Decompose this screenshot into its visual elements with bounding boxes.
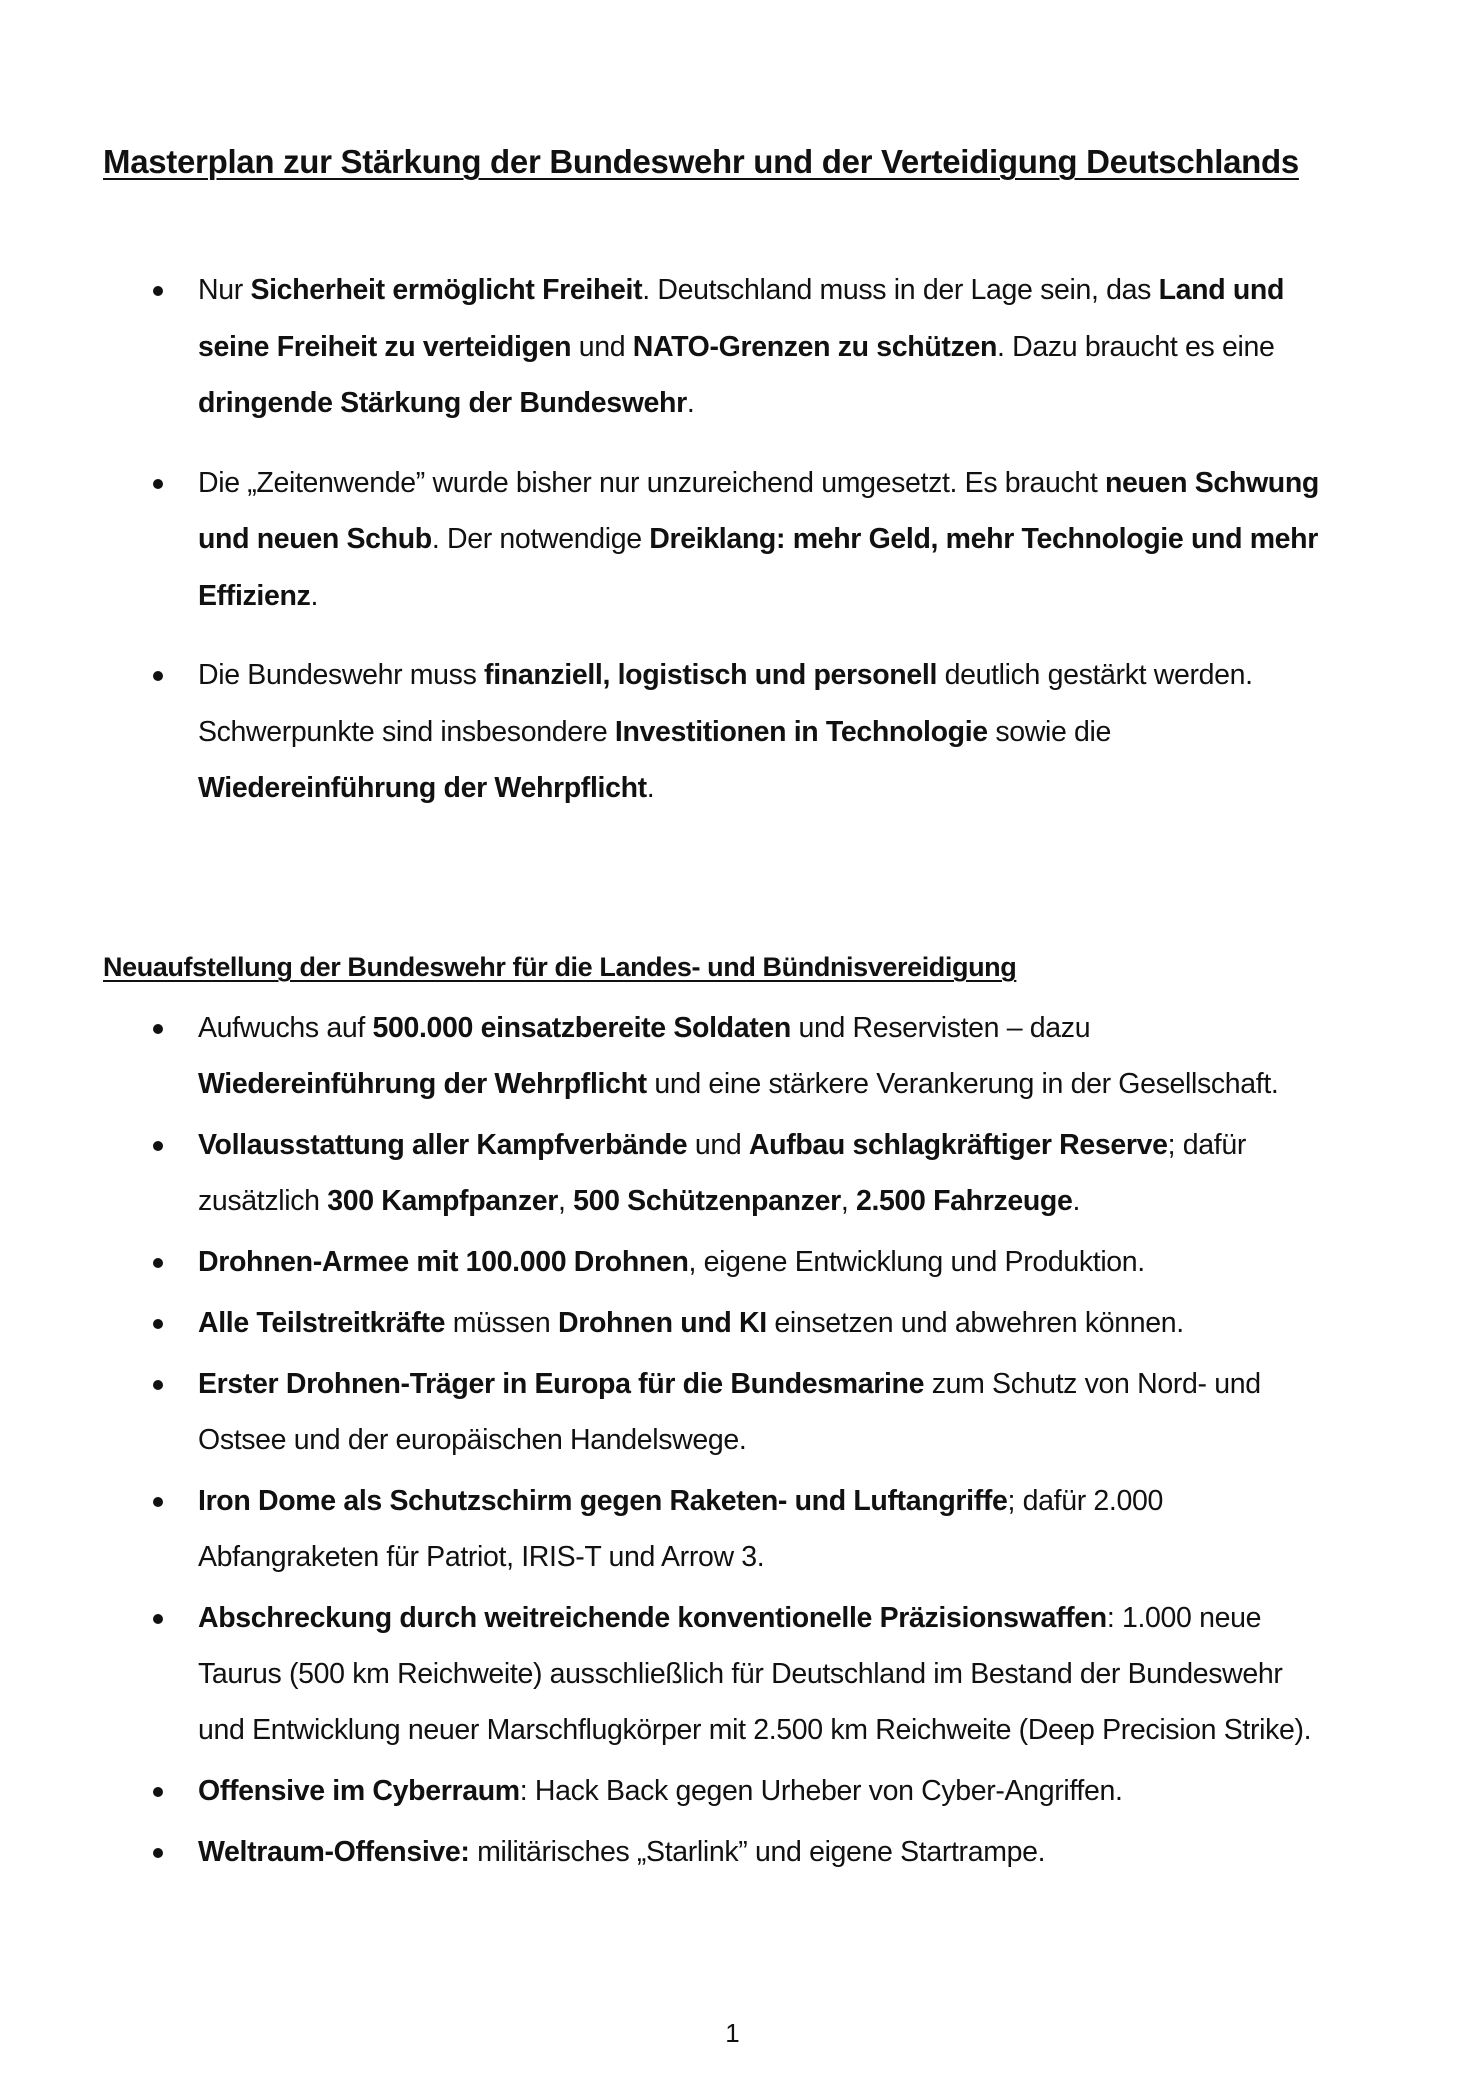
bullet-icon <box>153 1258 163 1268</box>
bold-text: Offensive im Cyberraum <box>198 1775 520 1807</box>
text: : 1.000 neue Taurus (500 km Reichweite) ausschließlich für Deutschland im Bestand der Bundeswehr und Entwicklung neuer Marschflugkörper mit 2.500 km Reichweite (Deep Precision Strike). <box>198 1602 1312 1746</box>
bullet-item <box>0 1295 1465 1351</box>
bullet-icon <box>153 1141 163 1151</box>
text: Aufwuchs auf <box>198 1012 373 1044</box>
text: und <box>571 330 633 363</box>
bold-text: 2.500 Fahrzeuge <box>855 1185 1073 1217</box>
bold-text: Sicherheit ermöglicht Freiheit <box>250 274 643 306</box>
bullet-icon <box>153 1319 163 1329</box>
text: zum Schutz von Nord- und Ostsee und der europäischen Handelswege. <box>198 1368 1261 1456</box>
text: . Dazu braucht es eine <box>997 330 1275 363</box>
text: Die „Zeitenwende” wurde bisher nur unzureichend umgesetzt. Es braucht <box>198 466 1105 499</box>
bullet-item <box>0 1234 1465 1290</box>
text: sowie die <box>987 715 1112 748</box>
text: ; dafür zusätzlich <box>198 1129 1247 1217</box>
bold-text: Abschreckung durch weitreichende konventionelle Präzisionswaffen <box>198 1602 1107 1634</box>
bold-text: Weltraum-Offensive: <box>198 1836 470 1868</box>
page-number: 1 <box>725 2018 740 2048</box>
bold-text: 500.000 einsatzbereite Soldaten <box>372 1012 791 1044</box>
bullet-item <box>0 1473 1465 1585</box>
text: militärisches „Starlink” und eigene Startrampe. <box>469 1836 1046 1868</box>
text: , <box>840 1185 856 1217</box>
text: und <box>687 1129 749 1161</box>
text: ; dafür 2.000 Abfangraketen für Patriot, IRIS-T und Arrow 3. <box>198 1485 1163 1573</box>
section-heading: Neuaufstellung der Bundeswehr für die Landes- und Bündnisvereidigung <box>103 952 1017 983</box>
text: , eigene Entwicklung und Produktion. <box>688 1246 1145 1278</box>
bold-text: 500 Schützenpanzer <box>573 1185 841 1217</box>
intro-bullet-list <box>0 262 1465 840</box>
text: . <box>310 579 319 612</box>
bullet-item <box>0 455 1465 625</box>
bold-text: Drohnen-Armee mit 100.000 Drohnen <box>198 1246 689 1278</box>
bold-text: Wiedereinführung der Wehrpflicht <box>198 772 647 804</box>
bullet-icon <box>153 286 163 296</box>
bullet-item <box>0 1000 1465 1112</box>
text: müssen <box>445 1307 558 1339</box>
document-title: Masterplan zur Stärkung der Bundeswehr und der Verteidigung Deutschlands <box>103 143 1299 181</box>
text: , <box>557 1185 574 1217</box>
text: . <box>1072 1185 1081 1217</box>
text: Nur <box>198 274 251 306</box>
bold-text: Aufbau schlagkräftiger Reserve <box>748 1129 1168 1161</box>
bold-text: Erster Drohnen-Träger in Europa für die Bundesmarine <box>198 1368 925 1400</box>
text: : Hack Back gegen Urheber von Cyber-Angriffen. <box>519 1775 1123 1807</box>
bullet-icon <box>153 479 163 489</box>
bold-text: Alle Teilstreitkräfte <box>198 1307 446 1339</box>
bold-text: Iron Dome als Schutzschirm gegen Raketen- und Luftangriffe <box>198 1485 1008 1517</box>
bold-text: neuen Schwung und neuen Schub <box>198 466 1319 555</box>
bullet-item <box>0 1590 1465 1758</box>
bullet-icon <box>153 1380 163 1390</box>
bold-text: Drohnen und KI <box>557 1307 767 1339</box>
bullet-icon <box>153 1497 163 1507</box>
text: . Deutschland muss in der Lage sein, das <box>642 274 1159 306</box>
bullet-item <box>0 1824 1465 1880</box>
bold-text: Investitionen in Technologie <box>614 715 988 748</box>
bullet-icon <box>153 1787 163 1797</box>
text: deutlich gestärkt werden. Schwerpunkte sind insbesondere <box>198 659 1253 748</box>
text: . <box>686 387 695 419</box>
text: einsetzen und abwehren können. <box>766 1307 1184 1339</box>
bold-text: finanziell, logistisch und personell <box>484 659 938 691</box>
bullet-icon <box>153 1848 163 1858</box>
measures-bullet-list <box>0 1000 1465 1885</box>
bullet-icon <box>153 1614 163 1624</box>
bullet-item <box>0 647 1465 817</box>
bullet-item <box>0 262 1465 432</box>
bold-text: Wiedereinführung der Wehrpflicht <box>198 1068 647 1100</box>
bullet-item <box>0 1117 1465 1229</box>
bold-text: Dreiklang: mehr Geld, mehr Technologie und mehr Effizienz <box>198 523 1318 612</box>
bold-text: Vollausstattung aller Kampfverbände <box>198 1129 688 1161</box>
text: Die Bundeswehr muss <box>198 659 485 691</box>
text: . Der notwendige <box>431 523 650 555</box>
bold-text: NATO-Grenzen zu schützen <box>632 330 998 363</box>
text: und eine stärkere Verankerung in der Gesellschaft. <box>646 1068 1279 1100</box>
bold-text: dringende Stärkung der Bundeswehr <box>198 387 687 419</box>
bullet-icon <box>153 1024 163 1034</box>
bullet-item <box>0 1763 1465 1819</box>
bullet-item <box>0 1356 1465 1468</box>
bold-text: Land und seine Freiheit zu verteidigen <box>198 274 1285 363</box>
text: und Reservisten – dazu <box>790 1012 1091 1044</box>
bullet-icon <box>153 671 163 681</box>
text: . <box>646 772 655 804</box>
bold-text: 300 Kampfpanzer <box>327 1185 558 1217</box>
